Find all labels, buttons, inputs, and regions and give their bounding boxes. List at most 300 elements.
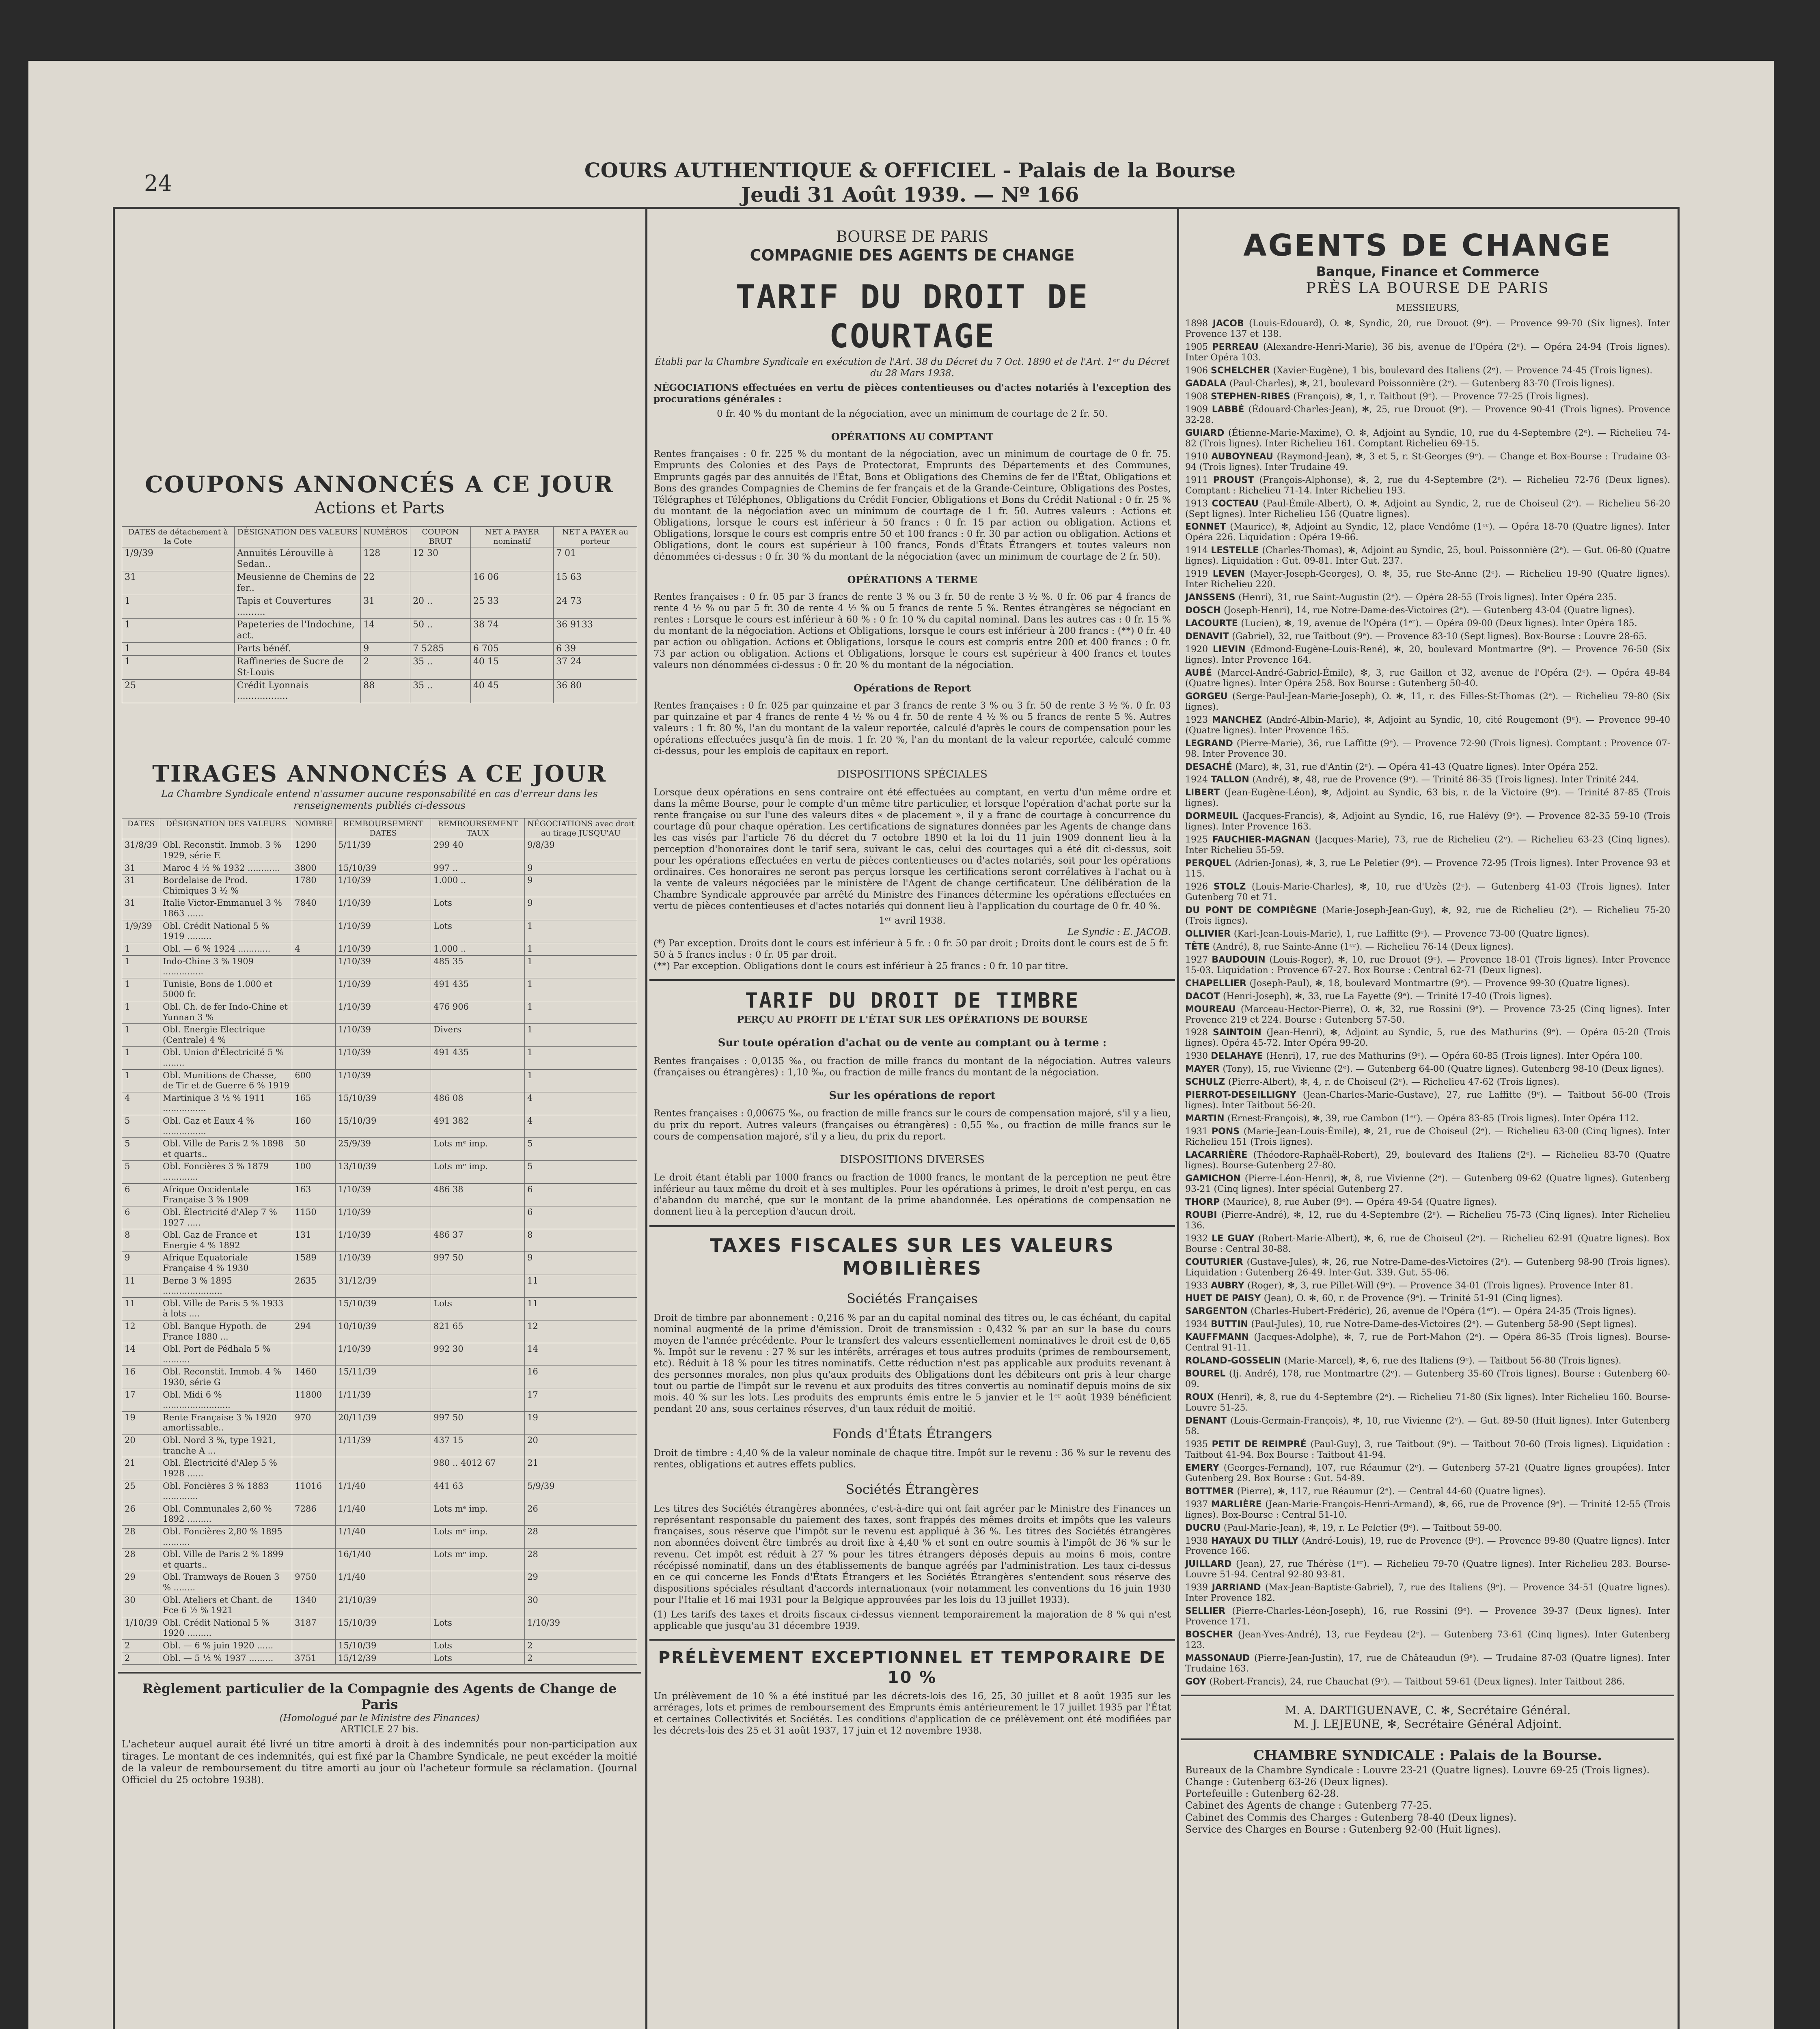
agent-details: (Charles-Thomas), ✻, Adjoint au Syndic, 25, boul. Poissonnière (2ᵉ). — Gut. 06-80 (Quatre lignes). Liquidation : Gut. 09-81. Inter Gut. 237. xyxy=(1185,545,1670,566)
table-cell: 20 xyxy=(122,1435,160,1457)
agent-entry xyxy=(1185,592,1670,603)
terme-text: Rentes françaises : 0 fr. 05 par 3 francs de rente 3 % ou 3 fr. 50 de rente 3 ½ %. 0 fr. 06 par 4 francs de rente 4 ½ % ou par 5 fr. 30 de rente 4 ½ % ou 5 francs de rente 5 %. Rentes étrangères se négociant en rentes : Lorsque le cours est inférieur à 60 % : 0 fr. 10 % du capital nominal. Dans les autres cas : 0 fr. 15 % du montant de la négociation. Actions et Obligations, lorsque le cours est inférieur à 200 francs : (**) 0 fr. 40 par action ou obligation. Actions et Obligations, lorsque le cours est compris entre 200 et 400 francs : 0 fr. 73 par action ou obligation. Actions et Obligations, lorsque le cours est supérieur à 400 francs et toutes valeurs non dénommées ci-dessus : 0 fr. 20 % du montant de la négociation. xyxy=(653,592,1171,671)
agent-entry xyxy=(1185,978,1670,989)
agent-details: (Ernest-François), ✻, 39, rue Cambon (1ᵉʳ). — Opéra 83-85 (Trois lignes). Inter Opéra 112. xyxy=(1227,1114,1639,1124)
table-cell: 15/10/39 xyxy=(336,1617,431,1639)
table-cell xyxy=(431,1389,525,1411)
table-cell: 1150 xyxy=(292,1206,336,1229)
agent-entry xyxy=(1185,1369,1670,1390)
table-cell xyxy=(292,978,336,1001)
table-row xyxy=(122,1001,637,1023)
table-row xyxy=(122,1617,637,1639)
table-row xyxy=(122,1229,637,1252)
agent-name: JANSSENS xyxy=(1185,592,1239,603)
table-cell: 1 xyxy=(525,955,637,978)
table-cell: Papeteries de l'Indochine, act. xyxy=(234,619,361,643)
table-cell: Obl. Électricité d'Alep 7 % 1927 ..... xyxy=(160,1206,292,1229)
agent-entry xyxy=(1185,1559,1670,1580)
timbre-text: Le droit étant établi par 1000 francs ou fraction de 1000 francs, le montant de la perception ne peut être inférieur au taux même du droit et à ses multiples. Pour les opérations à primes, le droit n'est perçu, en cas d'abandon du marché, que sur le montant de la prime abandonnée. Les opérations de compensation ne donnent lieu à la perception d'aucun droit. xyxy=(653,1172,1171,1217)
agent-entry xyxy=(1185,715,1670,736)
agent-name: GUIARD xyxy=(1185,428,1228,438)
table-cell xyxy=(292,1525,336,1548)
table-cell: 10/10/39 xyxy=(336,1320,431,1343)
agent-entry xyxy=(1185,366,1670,376)
agent-entry xyxy=(1185,644,1670,666)
middle-column xyxy=(653,227,1171,1740)
table-cell: 3751 xyxy=(292,1652,336,1665)
table-cell: 9 xyxy=(361,643,410,656)
agent-name: DENAVIT xyxy=(1185,631,1232,642)
agent-details: (Louis-Edouard), O. ✻, Syndic, 20, rue Drouot (9ᵉ). — Provence 99-70 (Six lignes). Inter Provence 137 et 138. xyxy=(1185,319,1670,340)
table-cell xyxy=(470,547,553,571)
table-cell xyxy=(292,1457,336,1480)
table-cell: Indo-Chine 3 % 1909 ............... xyxy=(160,955,292,978)
table-row xyxy=(122,1525,637,1548)
agent-entry xyxy=(1185,1293,1670,1304)
agent-details: (Henri), ✻, 8, rue du 4-Septembre (2ᵉ). — Richelieu 71-80 (Six lignes). Inter Richelieu 160. Bourse-Louvre 51-25. xyxy=(1185,1392,1670,1413)
chambre-title: CHAMBRE SYNDICALE : Palais de la Bourse. xyxy=(1253,1747,1602,1764)
agent-details: (Marie-Marcel), ✻, 6, rue des Italiens (9ᵉ). — Taitbout 56-80 (Trois lignes). xyxy=(1284,1356,1622,1366)
table-cell: 476 906 xyxy=(431,1001,525,1023)
table-cell xyxy=(292,1343,336,1366)
table-cell: 1/9/39 xyxy=(122,547,235,571)
bourse-company: COMPAGNIE DES AGENTS DE CHANGE xyxy=(750,246,1075,265)
agent-name: JACOB xyxy=(1212,319,1249,329)
timbre-title: TARIF DU DROIT DE TIMBRE xyxy=(745,989,1080,1013)
agent-name: STEPHEN-RIBES xyxy=(1210,391,1294,402)
table-cell: 9 xyxy=(525,862,637,874)
table-header: DÉSIGNATION DES VALEURS xyxy=(234,527,361,547)
footnote: (*) Par exception. Droits dont le cours est inférieur à 5 fr. : 0 fr. 50 par droit ; Droits dont le cours est de 5 fr. 50 à 5 francs inclus : 0 fr. 05 par droit. xyxy=(653,938,1169,961)
table-row xyxy=(122,1411,637,1434)
agent-entry xyxy=(1185,522,1670,543)
agent-details: (Charles-Hubert-Frédéric), 26, avenue de l'Opéra (1ᵉʳ). — Opéra 24-35 (Trois lignes). xyxy=(1251,1306,1637,1317)
table-row xyxy=(122,619,637,643)
table-cell: 299 40 xyxy=(431,839,525,862)
agent-entry xyxy=(1185,405,1670,426)
agent-name: MOUREAU xyxy=(1185,1004,1241,1014)
table-cell: 1/11/39 xyxy=(336,1389,431,1411)
agent-year: 1926 xyxy=(1185,882,1214,892)
table-cell: 6 39 xyxy=(554,643,637,656)
agent-year: 1935 xyxy=(1185,1439,1212,1450)
table-row xyxy=(122,643,637,656)
table-cell: Obl. Ville de Paris 2 % 1898 et quarts.. xyxy=(160,1138,292,1161)
table-cell: 30 xyxy=(525,1594,637,1617)
agent-entry xyxy=(1185,1606,1670,1627)
agent-year: 1928 xyxy=(1185,1027,1213,1038)
agent-entry xyxy=(1185,452,1670,473)
table-cell: Raffineries de Sucre de St-Louis xyxy=(234,655,361,679)
table-cell: 1/10/39 xyxy=(336,1343,431,1366)
table-cell: 6 xyxy=(525,1206,637,1229)
agent-name: DU PONT DE COMPIÈGNE xyxy=(1185,905,1322,915)
agent-year: 1930 xyxy=(1185,1051,1211,1062)
agent-year: 1937 xyxy=(1185,1499,1211,1510)
section-heading: Sur les opérations de report xyxy=(829,1089,996,1102)
agent-details: (Édouard-Charles-Jean), ✻, 25, rue Drouot (9ᵉ). — Provence 90-41 (Trois lignes). Provence 32-28. xyxy=(1185,404,1670,425)
table-row xyxy=(122,978,637,1001)
agent-details: (Robert-Marie-Albert), ✻, 6, rue de Choiseul (2ᵉ). — Richelieu 62-91 (Quatre lignes). Box Bourse : Central 30-88. xyxy=(1185,1233,1670,1254)
column-divider xyxy=(645,207,647,2029)
chambre-line: Cabinet des Commis des Charges : Gutenberg 78-40 (Deux lignes). xyxy=(1185,1811,1517,1823)
table-row xyxy=(122,1115,637,1138)
table-cell: 1 xyxy=(122,619,235,643)
table-cell: Obl. Gaz de France et Energie 4 % 1892 xyxy=(160,1229,292,1252)
table-cell: 1 xyxy=(122,1069,160,1092)
table-cell: 29 xyxy=(122,1571,160,1594)
table-cell: Berne 3 % 1895 ...................... xyxy=(160,1275,292,1297)
table-cell: 165 xyxy=(292,1092,336,1115)
table-cell: Lots xyxy=(431,1640,525,1652)
table-cell: 6 xyxy=(122,1206,160,1229)
agent-entry xyxy=(1185,1416,1670,1437)
table-cell: 1/10/39 xyxy=(336,978,431,1001)
table-cell: Divers xyxy=(431,1024,525,1047)
agent-year: 1909 xyxy=(1185,404,1212,415)
agent-details: (André-Albin-Marie), ✻, Adjoint au Syndic, 10, cité Rougemont (9ᵉ). — Provence 99-40 (Quatre lignes). Inter Provence 165. xyxy=(1185,715,1671,736)
agent-name: BOSCHER xyxy=(1185,1630,1238,1640)
table-cell: 1/10/39 xyxy=(336,897,431,920)
agent-entry xyxy=(1185,1677,1670,1687)
table-row xyxy=(122,1047,637,1069)
agent-entry xyxy=(1185,1114,1670,1124)
agent-details: (Marceau-Hector-Pierre), O. ✻, 32, rue Rossini (9ᵉ). — Provence 73-25 (Cinq lignes). Inter Provence 219 et 224. Bourse : Gutenberg 57-50. xyxy=(1185,1004,1671,1025)
courtage-title: TARIF DU DROIT DE COURTAGE xyxy=(735,278,1089,355)
table-header: COUPON BRUT xyxy=(410,527,471,547)
agent-name: PONS xyxy=(1212,1127,1244,1137)
table-row xyxy=(122,1138,637,1161)
table-cell: 40 15 xyxy=(470,655,553,679)
agent-entry xyxy=(1185,1486,1670,1497)
table-cell: Martinique 3 ½ % 1911 ................ xyxy=(160,1092,292,1115)
table-cell: 1340 xyxy=(292,1594,336,1617)
agent-details: (Henri-Joseph), ✻, 33, rue La Fayette (9ᵉ). — Trinité 17-40 (Trois lignes). xyxy=(1223,991,1552,1002)
table-cell xyxy=(336,1457,431,1480)
table-cell: Obl. — 5 ½ % 1937 ......... xyxy=(160,1652,292,1665)
table-cell: 5 xyxy=(122,1161,160,1183)
agent-details: (Gabriel), 32, rue Taitbout (9ᵉ). — Provence 83-10 (Sept lignes). Box-Bourse : Louvre 28-65. xyxy=(1232,631,1647,642)
agents-title: AGENTS DE CHANGE xyxy=(1243,228,1612,263)
table-row xyxy=(122,1320,637,1343)
table-cell: Obl. Port de Pédhala 5 % .......... xyxy=(160,1343,292,1366)
table-cell: 28 xyxy=(525,1525,637,1548)
agent-entry xyxy=(1185,1523,1670,1534)
table-cell: 1/10/39 xyxy=(336,920,431,943)
agent-entry xyxy=(1185,1536,1670,1557)
table-cell: 25 xyxy=(122,1480,160,1503)
table-cell: Obl. Foncières 3 % 1879 ............. xyxy=(160,1161,292,1183)
agent-name: AUBÉ xyxy=(1185,668,1218,678)
agent-name: GOY xyxy=(1185,1676,1210,1687)
table-cell: Obl. Energie Electrique (Centrale) 4 % xyxy=(160,1024,292,1047)
table-cell: 25/9/39 xyxy=(336,1138,431,1161)
agent-name: GADALA xyxy=(1185,379,1230,389)
coupons-table xyxy=(122,526,637,703)
table-cell xyxy=(292,1024,336,1047)
agent-details: (François), ✻, 1, r. Taitbout (9ᵉ). — Provence 77-25 (Trois lignes). xyxy=(1293,391,1589,402)
table-cell: Obl. Crédit National 5 % 1919 ......... xyxy=(160,920,292,943)
table-cell: 9/8/39 xyxy=(525,839,637,862)
table-cell: 25 33 xyxy=(470,595,553,619)
table-cell: Obl. Ville de Paris 2 % 1899 et quarts.. xyxy=(160,1549,292,1571)
reglement-text: L'acheteur auquel aurait été livré un titre amorti à droit à des indemnités pour non-participation aux tirages. Le montant de ces indemnités, qui est fixé par la Chambre Syndicale, ne peut excéder la moitié de la valeur de remboursement du titre amorti au jour où l'acheteur formule sa réclamation. (Journal Officiel du 25 octobre 1938). xyxy=(122,1738,637,1786)
agent-year: 1911 xyxy=(1185,475,1213,485)
table-cell: 5 xyxy=(122,1138,160,1161)
table-cell: 31 xyxy=(361,595,410,619)
agent-year: 1913 xyxy=(1185,498,1212,509)
table-cell: 1 xyxy=(525,1024,637,1047)
table-cell: 1/1/40 xyxy=(336,1503,431,1525)
section-heading: OPÉRATIONS A TERME xyxy=(847,573,977,586)
table-cell: 2 xyxy=(361,655,410,679)
agent-year: 1938 xyxy=(1185,1536,1211,1546)
agent-details: (Paul-Marie-Jean), ✻, 19, r. Le Peletier (9ᵉ). — Taitbout 59-00. xyxy=(1223,1523,1503,1533)
table-row xyxy=(122,1206,637,1229)
table-cell: 12 30 xyxy=(410,547,471,571)
table-row xyxy=(122,679,637,703)
agent-name: LACARRIÈRE xyxy=(1185,1150,1253,1161)
table-cell: 31/12/39 xyxy=(336,1275,431,1297)
table-cell xyxy=(431,1275,525,1297)
table-cell: Obl. Nord 3 %, type 1921, tranche A ... xyxy=(160,1435,292,1457)
agent-name: HUET DE PAISY xyxy=(1185,1293,1264,1304)
agent-name: ROLAND-GOSSELIN xyxy=(1185,1356,1284,1366)
table-cell: 11 xyxy=(525,1275,637,1297)
table-cell: 35 .. xyxy=(410,655,471,679)
agent-details: (Jean), 27, rue Thérèse (1ᵉʳ). — Richelieu 79-70 (Quatre lignes). Inter Richelieu 283. Bourse-Louvre 51-94. Central 92-80 93-81. xyxy=(1185,1559,1670,1580)
agent-details: (François-Alphonse), ✻, 2, rue du 4-Septembre (2ᵉ). — Richelieu 72-76 (Deux lignes). Comptant : Richelieu 71-14. Inter Richelieu 193. xyxy=(1185,475,1670,496)
table-row xyxy=(122,1252,637,1275)
agent-name: HAYAUX DU TILLY xyxy=(1211,1536,1302,1546)
table-cell: 28 xyxy=(122,1525,160,1548)
table-cell: 131 xyxy=(292,1229,336,1252)
chambre-line: Cabinet des Agents de change : Gutenberg 77-25. xyxy=(1185,1800,1432,1811)
table-cell: 15/10/39 xyxy=(336,1297,431,1320)
table-cell: 4 xyxy=(525,1092,637,1115)
table-header: REMBOURSEMENT DATES xyxy=(336,818,431,839)
timbre-text: Rentes françaises : 0,0135 ‰, ou fraction de mille francs du montant de la négociation. Autres valeurs (françaises ou étrangères) : 1,10 ‰, ou fraction de mille francs du montant de la négociation. xyxy=(653,1055,1171,1078)
table-cell: Afrique Occidentale Française 3 % 1909 xyxy=(160,1183,292,1206)
agent-details: (Gustave-Jules), ✻, 26, rue Notre-Dame-des-Victoires (2ᵉ). — Gutenberg 98-90 (Trois lignes). Liquidation : Gutenberg 26-49. Inter-Gut. 339. Gut. 55-06. xyxy=(1185,1257,1671,1278)
agent-name: LIBERT xyxy=(1185,788,1225,798)
chambre-line: Bureaux de la Chambre Syndicale : Louvre 23-21 (Quatre lignes). Louvre 69-25 (Trois lignes). xyxy=(1185,1764,1650,1776)
taxes-note: (1) Les tarifs des taxes et droits fiscaux ci-dessus viennent temporairement la majoration de 8 % qui n'est applicable que jusqu'au 31 décembre 1939. xyxy=(653,1609,1171,1631)
table-row xyxy=(122,1343,637,1366)
agent-year: 1925 xyxy=(1185,835,1212,845)
table-cell: 7 01 xyxy=(554,547,637,571)
table-cell: 37 24 xyxy=(554,655,637,679)
agent-name: BOTTMER xyxy=(1185,1486,1237,1497)
agent-name: MARLIÈRE xyxy=(1211,1499,1266,1510)
agent-year: 1919 xyxy=(1185,569,1213,579)
table-cell: 9750 xyxy=(292,1571,336,1594)
table-cell: 15/12/39 xyxy=(336,1652,431,1665)
table-cell: 4 xyxy=(525,1115,637,1138)
table-header: NET A PAYER au porteur xyxy=(554,527,637,547)
bourse-label: BOURSE DE PARIS xyxy=(836,228,989,246)
agent-name: DACOT xyxy=(1185,991,1223,1002)
table-cell xyxy=(292,1640,336,1652)
table-row xyxy=(122,1366,637,1389)
table-cell: 31 xyxy=(122,897,160,920)
agent-year: 1927 xyxy=(1185,954,1212,965)
table-cell: Lots xyxy=(431,920,525,943)
table-cell: 491 382 xyxy=(431,1115,525,1138)
table-cell: 8 xyxy=(122,1229,160,1252)
agent-details: (Jacques-Adolphe), ✻, 7, rue de Port-Mahon (2ᵉ). — Opéra 86-35 (Trois lignes). Bourse-Central 91-11. xyxy=(1185,1332,1670,1353)
table-cell: Obl. Foncières 3 % 1883 ............. xyxy=(160,1480,292,1503)
agent-entry xyxy=(1185,428,1670,449)
agent-details: (Théodore-Raphaël-Robert), 29, boulevard des Italiens (2ᵉ). — Richelieu 83-70 (Quatre lignes). Bourse-Gutenberg 27-80. xyxy=(1185,1150,1670,1171)
agent-details: (Maurice), 8, rue Auber (9ᵉ). — Opéra 49-54 (Quatre lignes). xyxy=(1223,1197,1497,1207)
table-row xyxy=(122,897,637,920)
table-cell: Lots mᵉ imp. xyxy=(431,1525,525,1548)
table-cell: Obl. Ateliers et Chant. de Fce 6 ½ % 1921 xyxy=(160,1594,292,1617)
table-cell: 15/10/39 xyxy=(336,862,431,874)
agent-entry xyxy=(1185,1463,1670,1484)
table-cell: Rente Française 3 % 1920 amortissable.. xyxy=(160,1411,292,1434)
agent-name: SELLIER xyxy=(1185,1606,1232,1617)
table-cell: 5 xyxy=(525,1138,637,1161)
agent-entry xyxy=(1185,1077,1670,1088)
agent-details: (Jean-Henri), ✻, Adjoint au Syndic, 5, rue des Mathurins (9ᵉ). — Opéra 05-20 (Trois lignes). Opéra 45-72. Inter Opéra 99-20. xyxy=(1185,1027,1670,1049)
agent-year: 1908 xyxy=(1185,391,1211,402)
table-cell: 13/10/39 xyxy=(336,1161,431,1183)
agent-details: (André), 8, rue Sainte-Anne (1ᵉʳ). — Richelieu 76-14 (Deux lignes). xyxy=(1212,941,1514,952)
table-cell: 6 xyxy=(525,1183,637,1206)
table-cell: 6 705 xyxy=(470,643,553,656)
agent-name: BUTTIN xyxy=(1210,1319,1251,1330)
agent-details: (Alexandre-Henri-Marie), 36 bis, avenue de l'Opéra (2ᵉ). — Opéra 24-94 (Trois lignes). Inter Opéra 103. xyxy=(1185,342,1671,363)
table-cell: 11 xyxy=(122,1275,160,1297)
agent-year: 1906 xyxy=(1185,366,1211,376)
agent-year: 1914 xyxy=(1185,545,1211,556)
agent-name: COCTEAU xyxy=(1212,498,1263,509)
table-cell: 14 xyxy=(122,1343,160,1366)
table-header: DÉSIGNATION DES VALEURS xyxy=(160,818,292,839)
agent-year: 1932 xyxy=(1185,1233,1212,1244)
section-heading: OPÉRATIONS AU COMPTANT xyxy=(831,431,994,443)
table-cell: Lots mᵉ imp. xyxy=(431,1138,525,1161)
agent-entry xyxy=(1185,1356,1670,1366)
table-cell: 1290 xyxy=(292,839,336,862)
table-cell: 21 xyxy=(122,1457,160,1480)
table-cell: 22 xyxy=(361,571,410,595)
agent-details: (Edmond-Eugène-Louis-René), ✻, 20, boulevard Montmartre (9ᵉ). — Provence 76-50 (Six lignes). Inter Provence 164. xyxy=(1185,644,1671,665)
table-cell xyxy=(292,1297,336,1320)
table-cell: 1/10/39 xyxy=(336,1024,431,1047)
agent-details: (Louis-Germain-François), ✻, 10, rue Vivienne (2ᵉ). — Gut. 89-50 (Huit lignes). Inter Gutenberg 58. xyxy=(1185,1415,1670,1437)
table-cell: 1/1/40 xyxy=(336,1525,431,1548)
table-cell: 1 xyxy=(122,1047,160,1069)
table-header: DATES xyxy=(122,818,160,839)
agents-subtitle2: PRÈS LA BOURSE DE PARIS xyxy=(1306,280,1550,297)
agent-entry xyxy=(1185,762,1670,773)
agent-name: PROUST xyxy=(1213,475,1259,485)
table-cell: 19 xyxy=(525,1411,637,1434)
agent-details: (Marcel-André-Gabriel-Émile), ✻, 3, rue Gaillon et 32, avenue de l'Opéra (2ᵉ). — Opéra 49-84 (Quatre lignes). Inter Opéra 258. Box Bourse : Gutenberg 50-40. xyxy=(1185,668,1670,689)
table-cell: 1 xyxy=(525,1047,637,1069)
agent-name: MAYER xyxy=(1185,1064,1223,1075)
table-cell: 1/10/39 xyxy=(336,874,431,897)
table-cell: 1/10/39 xyxy=(122,1617,160,1639)
table-cell xyxy=(292,1001,336,1023)
chambre-line: Change : Gutenberg 63-26 (Deux lignes). xyxy=(1185,1776,1389,1788)
agent-entry xyxy=(1185,319,1670,340)
agent-name: LABBÉ xyxy=(1212,404,1249,415)
table-cell: 11 xyxy=(525,1297,637,1320)
agent-entry xyxy=(1185,1197,1670,1208)
agent-entry xyxy=(1185,392,1670,402)
table-cell: Maroc 4 ½ % 1932 ............ xyxy=(160,862,292,874)
table-cell: 5 xyxy=(525,1161,637,1183)
table-row xyxy=(122,1640,637,1652)
agent-name: TÊTE xyxy=(1185,941,1213,952)
agent-name: DENANT xyxy=(1185,1415,1231,1426)
table-cell xyxy=(431,1069,525,1092)
table-cell xyxy=(292,1047,336,1069)
agent-details: (Paul-Émile-Albert), O. ✻, Adjoint au Syndic, 2, rue de Choiseul (2ᵉ). — Richelieu 56-20 (Sept lignes). Inter Richelieu 156 (Quatre lignes). xyxy=(1185,498,1671,519)
table-cell: 970 xyxy=(292,1411,336,1434)
table-cell: 437 15 xyxy=(431,1435,525,1457)
table-cell: Obl. — 6 % 1924 ............ xyxy=(160,943,292,955)
table-cell: 992 30 xyxy=(431,1343,525,1366)
table-cell: 15/10/39 xyxy=(336,1115,431,1138)
table-cell: Lots mᵉ imp. xyxy=(431,1503,525,1525)
section-heading: Sur toute opération d'achat ou de vente au comptant ou à terme : xyxy=(718,1036,1107,1049)
table-cell: Obl. Électricité d'Alep 5 % 1928 ...... xyxy=(160,1457,292,1480)
agent-year: 1898 xyxy=(1185,319,1213,329)
table-cell: 128 xyxy=(361,547,410,571)
agent-name: JUILLARD xyxy=(1185,1559,1236,1570)
agent-details: (Pierre-Jean-Justin), 17, rue de Châteaudun (9ᵉ). — Trudaine 87-03 (Quatre lignes). Inter Trudaine 163. xyxy=(1185,1653,1670,1674)
table-cell: 1 xyxy=(122,978,160,1001)
table-cell: Obl. Union d'Électricité 5 % ........ xyxy=(160,1047,292,1069)
table-cell: 1 xyxy=(525,920,637,943)
agent-details: (Joseph-Paul), ✻, 18, boulevard Montmartre (9ᵉ). — Provence 99-30 (Quatre lignes). xyxy=(1249,978,1630,989)
agent-entry xyxy=(1185,618,1670,629)
table-cell: Obl. Communales 2,60 % 1892 ......... xyxy=(160,1503,292,1525)
table-cell: 25 xyxy=(122,679,235,703)
table-cell: 491 435 xyxy=(431,978,525,1001)
table-cell: 17 xyxy=(525,1389,637,1411)
messieurs: MESSIEURS, xyxy=(1396,303,1460,314)
chambre-line: Portefeuille : Gutenberg 62-28. xyxy=(1185,1788,1339,1800)
table-cell: 31 xyxy=(122,862,160,874)
table-cell: 15 63 xyxy=(554,571,637,595)
table-row xyxy=(122,1275,637,1297)
agents-subtitle: Banque, Finance et Commerce xyxy=(1316,264,1540,280)
agent-name: DOSCH xyxy=(1185,605,1224,616)
agent-entry xyxy=(1185,569,1670,590)
table-cell: 9 xyxy=(122,1252,160,1275)
table-cell: Obl. Foncières 2,80 % 1895 .......... xyxy=(160,1525,292,1548)
table-cell: 486 37 xyxy=(431,1229,525,1252)
table-cell: Tapis et Couvertures .......... xyxy=(234,595,361,619)
reglement-subtitle: (Homologué par le Ministre des Finances) xyxy=(279,1713,480,1724)
table-row xyxy=(122,571,637,595)
section-heading: DISPOSITIONS SPÉCIALES xyxy=(837,768,988,780)
agent-entry xyxy=(1185,475,1670,496)
tirages-table xyxy=(122,818,637,1665)
table-cell: 1/9/39 xyxy=(122,920,160,943)
table-row xyxy=(122,1092,637,1115)
agent-name: DORMEUIL xyxy=(1185,811,1242,822)
table-cell: Lots xyxy=(431,1297,525,1320)
agent-name: PETIT DE REIMPRÉ xyxy=(1212,1439,1311,1450)
report-text: Rentes françaises : 0 fr. 025 par quinzaine et par 3 francs de rente 3 % ou 3 fr. 50 de rente 3 ½ %. 0 fr. 03 par quinzaine et par 4 francs de rente 4 ½ % ou 4 fr. 50 de rente 4 ½ % ou 5 francs de rente 5 %. Autres valeurs : 1 fr. 80 %, l'an du montant de la valeur reportée, calculé d'après le cours de compensation pour les opérations effectuées jusqu'à fin de mois. 1 fr. 20 %, l'an du montant de la valeur reportée, calculé comme ci-dessus, pour les emplois de capitaux en report. xyxy=(653,700,1171,756)
